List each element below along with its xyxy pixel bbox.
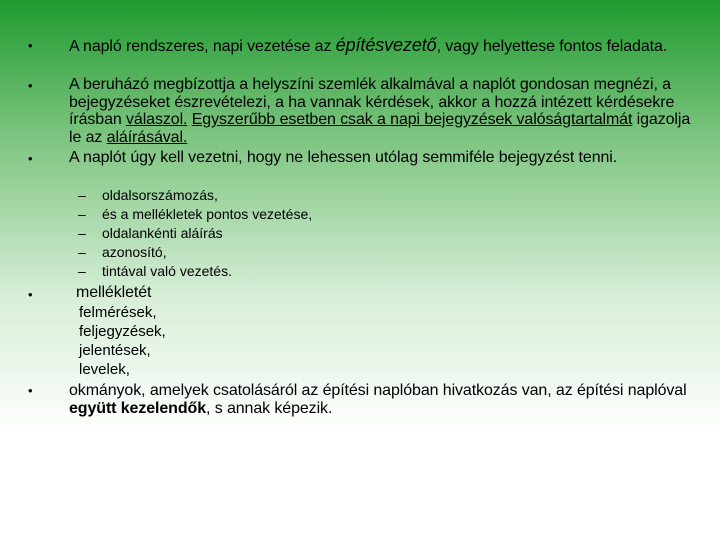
- text: A napló rendszeres, napi vezetése az: [69, 38, 336, 55]
- list-item: [78, 243, 312, 262]
- list-item-text: tintával való vezetés.: [102, 263, 232, 279]
- bullet-marker: •: [28, 383, 33, 398]
- list-item: [78, 224, 312, 243]
- text: A beruházó megbízottja a helyszíni szemlék alkalmával a naplót gondosan megnézi, a bejegyzéseket észrevételezi, a ha vannak kérdések, akkor a hozzá intézett kérdésekre írásban: [69, 76, 675, 128]
- dash-marker: –: [78, 263, 86, 279]
- paragraph-investor: [69, 76, 694, 146]
- bullet-marker: •: [28, 151, 33, 166]
- bold-text: együtt kezelendők: [69, 399, 207, 417]
- text: , s annak képezik.: [206, 399, 333, 417]
- list-item-text: és a mellékletek pontos vezetése,: [102, 206, 313, 222]
- underlined-text: válaszol.: [126, 111, 188, 128]
- text: okmányok, amelyek csatolásáról az építési naplóban hivatkozás van, az építési naplóval: [69, 382, 687, 399]
- list-item: feljegyzések,: [79, 323, 166, 340]
- dash-marker: –: [78, 225, 86, 241]
- underlined-text: Egyszerűbb esetben csak a napi bejegyzések valóságtartalmát: [191, 111, 633, 128]
- paragraph-rule: A naplót úgy kell vezetni, hogy ne lehessen utólag semmiféle bejegyzést tenni.: [69, 149, 618, 166]
- dash-marker: –: [78, 187, 86, 203]
- list-item: levelek,: [79, 361, 130, 378]
- text: , vagy helyettese fontos feladata.: [436, 38, 668, 55]
- list-item-text: oldalankénti aláírás: [102, 225, 223, 241]
- text: igazolja le az: [69, 111, 691, 146]
- dash-list: [78, 186, 312, 281]
- paragraph-documents: [69, 382, 694, 417]
- list-item: [78, 186, 312, 205]
- bullet-marker: •: [28, 78, 33, 93]
- paragraph-attachments: mellékletét: [76, 284, 152, 301]
- list-item-text: azonosító,: [102, 244, 167, 260]
- list-item: [78, 205, 312, 224]
- list-item: [78, 262, 312, 281]
- emphasis-text: építésvezető: [335, 35, 437, 55]
- list-item-text: oldalsorszámozás,: [102, 187, 218, 203]
- underlined-text: aláírásával.: [106, 128, 188, 146]
- paragraph-duty: [69, 37, 694, 56]
- attachment-list: [79, 303, 166, 379]
- bullet-marker: •: [28, 38, 33, 53]
- dash-marker: –: [78, 206, 86, 222]
- list-item: jelentések,: [79, 342, 151, 359]
- list-item: felmérések,: [79, 304, 157, 321]
- dash-marker: –: [78, 244, 86, 260]
- bullet-marker: •: [28, 287, 33, 302]
